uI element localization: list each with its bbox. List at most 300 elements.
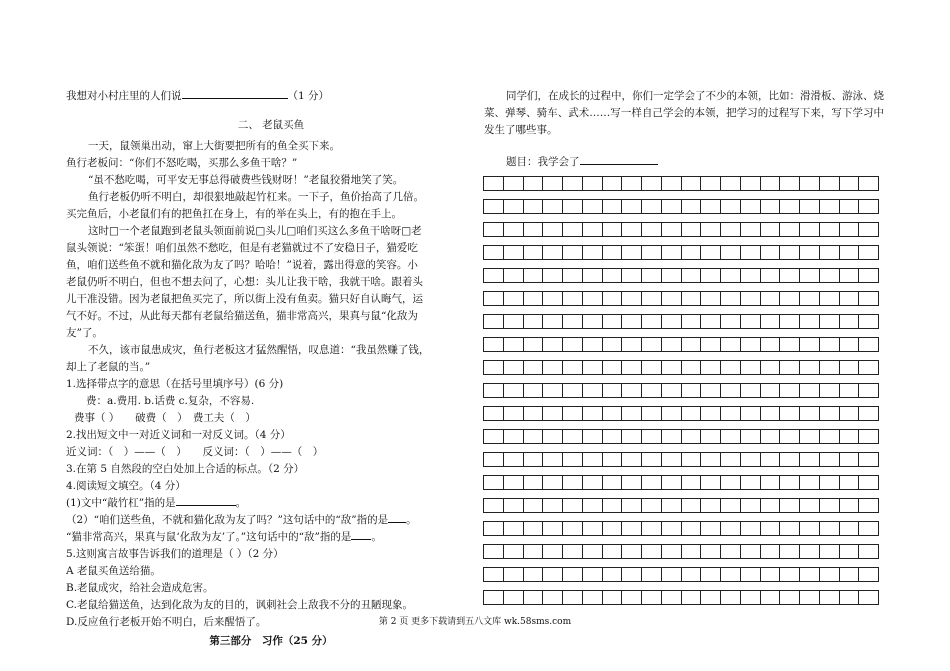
grid-cell[interactable] bbox=[720, 499, 740, 512]
grid-cell[interactable] bbox=[503, 545, 523, 558]
grid-cell[interactable] bbox=[839, 430, 859, 443]
grid-cell[interactable] bbox=[602, 338, 622, 351]
grid-cell[interactable] bbox=[681, 246, 701, 259]
grid-cell[interactable] bbox=[720, 430, 740, 443]
grid-cell[interactable] bbox=[858, 568, 879, 581]
grid-cell[interactable] bbox=[542, 499, 562, 512]
grid-cell[interactable] bbox=[720, 223, 740, 236]
grid-cell[interactable] bbox=[562, 453, 582, 466]
grid-cell[interactable] bbox=[641, 223, 661, 236]
grid-cell[interactable] bbox=[720, 476, 740, 489]
grid-cell[interactable] bbox=[661, 177, 681, 190]
grid-cell[interactable] bbox=[483, 200, 503, 213]
grid-cell[interactable] bbox=[681, 361, 701, 374]
grid-cell[interactable] bbox=[621, 499, 641, 512]
grid-cell[interactable] bbox=[681, 591, 701, 604]
grid-cell[interactable] bbox=[582, 246, 602, 259]
grid-cell[interactable] bbox=[839, 522, 859, 535]
grid-cell[interactable] bbox=[503, 568, 523, 581]
grid-cell[interactable] bbox=[641, 591, 661, 604]
grid-cell[interactable] bbox=[602, 361, 622, 374]
grid-cell[interactable] bbox=[819, 384, 839, 397]
grid-cell[interactable] bbox=[562, 223, 582, 236]
grid-cell[interactable] bbox=[602, 545, 622, 558]
grid-cell[interactable] bbox=[839, 361, 859, 374]
grid-cell[interactable] bbox=[799, 384, 819, 397]
grid-cell[interactable] bbox=[641, 315, 661, 328]
grid-cell[interactable] bbox=[503, 292, 523, 305]
grid-cell[interactable] bbox=[819, 292, 839, 305]
grid-cell[interactable] bbox=[779, 315, 799, 328]
grid-cell[interactable] bbox=[483, 430, 503, 443]
grid-cell[interactable] bbox=[760, 568, 780, 581]
grid-cell[interactable] bbox=[621, 246, 641, 259]
grid-cell[interactable] bbox=[661, 591, 681, 604]
grid-cell[interactable] bbox=[681, 223, 701, 236]
grid-cell[interactable] bbox=[760, 223, 780, 236]
grid-cell[interactable] bbox=[839, 591, 859, 604]
grid-cell[interactable] bbox=[681, 430, 701, 443]
grid-cell[interactable] bbox=[700, 476, 720, 489]
grid-cell[interactable] bbox=[503, 453, 523, 466]
grid-cell[interactable] bbox=[700, 453, 720, 466]
grid-cell[interactable] bbox=[700, 499, 720, 512]
grid-cell[interactable] bbox=[503, 246, 523, 259]
grid-cell[interactable] bbox=[562, 407, 582, 420]
grid-cell[interactable] bbox=[641, 292, 661, 305]
grid-cell[interactable] bbox=[641, 384, 661, 397]
grid-cell[interactable] bbox=[740, 568, 760, 581]
grid-cell[interactable] bbox=[681, 522, 701, 535]
grid-cell[interactable] bbox=[779, 223, 799, 236]
writing-grid[interactable] bbox=[483, 176, 879, 613]
grid-cell[interactable] bbox=[681, 200, 701, 213]
grid-cell[interactable] bbox=[483, 246, 503, 259]
grid-cell[interactable] bbox=[700, 545, 720, 558]
grid-cell[interactable] bbox=[740, 361, 760, 374]
grid-cell[interactable] bbox=[839, 453, 859, 466]
grid-cell[interactable] bbox=[483, 177, 503, 190]
grid-cell[interactable] bbox=[700, 338, 720, 351]
grid-cell[interactable] bbox=[483, 384, 503, 397]
grid-cell[interactable] bbox=[483, 499, 503, 512]
grid-cell[interactable] bbox=[819, 476, 839, 489]
grid-cell[interactable] bbox=[740, 246, 760, 259]
grid-cell[interactable] bbox=[621, 200, 641, 213]
grid-cell[interactable] bbox=[740, 292, 760, 305]
grid-cell[interactable] bbox=[681, 315, 701, 328]
grid-cell[interactable] bbox=[720, 338, 740, 351]
grid-cell[interactable] bbox=[582, 591, 602, 604]
grid-cell[interactable] bbox=[858, 522, 879, 535]
grid-cell[interactable] bbox=[661, 407, 681, 420]
grid-cell[interactable] bbox=[819, 361, 839, 374]
grid-cell[interactable] bbox=[621, 476, 641, 489]
grid-cell[interactable] bbox=[700, 361, 720, 374]
grid-cell[interactable] bbox=[602, 476, 622, 489]
grid-cell[interactable] bbox=[542, 476, 562, 489]
grid-cell[interactable] bbox=[760, 522, 780, 535]
grid-cell[interactable] bbox=[562, 522, 582, 535]
grid-cell[interactable] bbox=[582, 407, 602, 420]
grid-cell[interactable] bbox=[641, 246, 661, 259]
grid-cell[interactable] bbox=[819, 568, 839, 581]
grid-cell[interactable] bbox=[621, 591, 641, 604]
grid-cell[interactable] bbox=[661, 568, 681, 581]
grid-cell[interactable] bbox=[681, 177, 701, 190]
grid-cell[interactable] bbox=[760, 315, 780, 328]
grid-cell[interactable] bbox=[641, 407, 661, 420]
grid-cell[interactable] bbox=[542, 269, 562, 282]
grid-cell[interactable] bbox=[661, 269, 681, 282]
grid-cell[interactable] bbox=[483, 361, 503, 374]
grid-cell[interactable] bbox=[740, 200, 760, 213]
grid-cell[interactable] bbox=[523, 200, 543, 213]
grid-cell[interactable] bbox=[542, 568, 562, 581]
grid-cell[interactable] bbox=[661, 545, 681, 558]
grid-cell[interactable] bbox=[720, 246, 740, 259]
grid-cell[interactable] bbox=[700, 223, 720, 236]
grid-cell[interactable] bbox=[661, 338, 681, 351]
grid-cell[interactable] bbox=[562, 499, 582, 512]
grid-cell[interactable] bbox=[839, 568, 859, 581]
grid-cell[interactable] bbox=[681, 384, 701, 397]
grid-cell[interactable] bbox=[819, 223, 839, 236]
grid-cell[interactable] bbox=[740, 499, 760, 512]
intro-blank[interactable] bbox=[182, 98, 288, 99]
grid-cell[interactable] bbox=[483, 545, 503, 558]
grid-cell[interactable] bbox=[641, 269, 661, 282]
grid-cell[interactable] bbox=[621, 384, 641, 397]
grid-cell[interactable] bbox=[819, 200, 839, 213]
grid-cell[interactable] bbox=[760, 430, 780, 443]
grid-cell[interactable] bbox=[523, 269, 543, 282]
grid-cell[interactable] bbox=[779, 269, 799, 282]
grid-cell[interactable] bbox=[720, 453, 740, 466]
grid-cell[interactable] bbox=[858, 269, 879, 282]
grid-cell[interactable] bbox=[799, 568, 819, 581]
grid-cell[interactable] bbox=[839, 246, 859, 259]
grid-cell[interactable] bbox=[799, 338, 819, 351]
grid-cell[interactable] bbox=[542, 361, 562, 374]
grid-cell[interactable] bbox=[779, 384, 799, 397]
grid-cell[interactable] bbox=[621, 315, 641, 328]
grid-cell[interactable] bbox=[483, 269, 503, 282]
grid-cell[interactable] bbox=[483, 476, 503, 489]
grid-cell[interactable] bbox=[740, 223, 760, 236]
grid-cell[interactable] bbox=[562, 430, 582, 443]
grid-cell[interactable] bbox=[483, 568, 503, 581]
grid-cell[interactable] bbox=[661, 476, 681, 489]
grid-cell[interactable] bbox=[799, 200, 819, 213]
grid-cell[interactable] bbox=[503, 430, 523, 443]
grid-cell[interactable] bbox=[562, 269, 582, 282]
grid-cell[interactable] bbox=[542, 177, 562, 190]
grid-cell[interactable] bbox=[523, 384, 543, 397]
grid-cell[interactable] bbox=[582, 315, 602, 328]
grid-cell[interactable] bbox=[799, 407, 819, 420]
grid-cell[interactable] bbox=[760, 292, 780, 305]
grid-cell[interactable] bbox=[582, 177, 602, 190]
grid-cell[interactable] bbox=[602, 522, 622, 535]
grid-cell[interactable] bbox=[839, 223, 859, 236]
grid-cell[interactable] bbox=[483, 315, 503, 328]
grid-cell[interactable] bbox=[621, 430, 641, 443]
grid-cell[interactable] bbox=[483, 591, 503, 604]
grid-cell[interactable] bbox=[641, 568, 661, 581]
grid-cell[interactable] bbox=[700, 407, 720, 420]
grid-cell[interactable] bbox=[819, 545, 839, 558]
grid-cell[interactable] bbox=[819, 499, 839, 512]
grid-cell[interactable] bbox=[760, 361, 780, 374]
grid-cell[interactable] bbox=[700, 200, 720, 213]
grid-cell[interactable] bbox=[523, 476, 543, 489]
grid-cell[interactable] bbox=[858, 430, 879, 443]
grid-cell[interactable] bbox=[799, 430, 819, 443]
grid-cell[interactable] bbox=[740, 384, 760, 397]
grid-cell[interactable] bbox=[740, 315, 760, 328]
grid-cell[interactable] bbox=[819, 453, 839, 466]
grid-cell[interactable] bbox=[602, 315, 622, 328]
grid-cell[interactable] bbox=[760, 453, 780, 466]
grid-cell[interactable] bbox=[602, 269, 622, 282]
grid-cell[interactable] bbox=[740, 177, 760, 190]
grid-cell[interactable] bbox=[661, 361, 681, 374]
grid-cell[interactable] bbox=[740, 407, 760, 420]
grid-cell[interactable] bbox=[582, 430, 602, 443]
grid-cell[interactable] bbox=[582, 269, 602, 282]
grid-cell[interactable] bbox=[483, 292, 503, 305]
question-4-2-blank[interactable] bbox=[388, 522, 406, 523]
grid-cell[interactable] bbox=[819, 269, 839, 282]
grid-cell[interactable] bbox=[720, 177, 740, 190]
grid-cell[interactable] bbox=[661, 430, 681, 443]
grid-cell[interactable] bbox=[681, 269, 701, 282]
grid-cell[interactable] bbox=[839, 269, 859, 282]
grid-cell[interactable] bbox=[621, 453, 641, 466]
grid-cell[interactable] bbox=[602, 246, 622, 259]
grid-cell[interactable] bbox=[582, 545, 602, 558]
grid-cell[interactable] bbox=[839, 545, 859, 558]
grid-cell[interactable] bbox=[582, 292, 602, 305]
grid-cell[interactable] bbox=[819, 315, 839, 328]
grid-cell[interactable] bbox=[621, 568, 641, 581]
grid-cell[interactable] bbox=[720, 292, 740, 305]
grid-cell[interactable] bbox=[503, 384, 523, 397]
grid-cell[interactable] bbox=[542, 522, 562, 535]
grid-cell[interactable] bbox=[602, 200, 622, 213]
grid-cell[interactable] bbox=[523, 407, 543, 420]
grid-cell[interactable] bbox=[523, 315, 543, 328]
grid-cell[interactable] bbox=[621, 361, 641, 374]
grid-cell[interactable] bbox=[799, 292, 819, 305]
grid-cell[interactable] bbox=[542, 591, 562, 604]
grid-cell[interactable] bbox=[720, 591, 740, 604]
grid-cell[interactable] bbox=[503, 338, 523, 351]
grid-cell[interactable] bbox=[779, 200, 799, 213]
grid-cell[interactable] bbox=[799, 361, 819, 374]
grid-cell[interactable] bbox=[839, 292, 859, 305]
grid-cell[interactable] bbox=[740, 269, 760, 282]
grid-cell[interactable] bbox=[562, 568, 582, 581]
grid-cell[interactable] bbox=[523, 591, 543, 604]
grid-cell[interactable] bbox=[720, 269, 740, 282]
grid-cell[interactable] bbox=[523, 545, 543, 558]
grid-cell[interactable] bbox=[661, 499, 681, 512]
grid-cell[interactable] bbox=[582, 361, 602, 374]
grid-cell[interactable] bbox=[661, 315, 681, 328]
grid-cell[interactable] bbox=[523, 246, 543, 259]
grid-cell[interactable] bbox=[602, 292, 622, 305]
grid-cell[interactable] bbox=[799, 591, 819, 604]
grid-cell[interactable] bbox=[562, 545, 582, 558]
grid-cell[interactable] bbox=[760, 499, 780, 512]
grid-cell[interactable] bbox=[602, 177, 622, 190]
grid-cell[interactable] bbox=[779, 407, 799, 420]
grid-cell[interactable] bbox=[799, 246, 819, 259]
grid-cell[interactable] bbox=[681, 499, 701, 512]
grid-cell[interactable] bbox=[799, 269, 819, 282]
grid-cell[interactable] bbox=[641, 200, 661, 213]
grid-cell[interactable] bbox=[700, 430, 720, 443]
grid-cell[interactable] bbox=[740, 522, 760, 535]
grid-cell[interactable] bbox=[858, 591, 879, 604]
grid-cell[interactable] bbox=[760, 338, 780, 351]
grid-cell[interactable] bbox=[819, 246, 839, 259]
grid-cell[interactable] bbox=[858, 407, 879, 420]
grid-cell[interactable] bbox=[779, 361, 799, 374]
grid-cell[interactable] bbox=[483, 522, 503, 535]
grid-cell[interactable] bbox=[542, 407, 562, 420]
grid-cell[interactable] bbox=[681, 407, 701, 420]
grid-cell[interactable] bbox=[621, 522, 641, 535]
grid-cell[interactable] bbox=[839, 338, 859, 351]
grid-cell[interactable] bbox=[720, 361, 740, 374]
grid-cell[interactable] bbox=[681, 453, 701, 466]
grid-cell[interactable] bbox=[858, 384, 879, 397]
grid-cell[interactable] bbox=[858, 499, 879, 512]
grid-cell[interactable] bbox=[858, 476, 879, 489]
grid-cell[interactable] bbox=[799, 223, 819, 236]
grid-cell[interactable] bbox=[582, 338, 602, 351]
grid-cell[interactable] bbox=[503, 177, 523, 190]
grid-cell[interactable] bbox=[858, 223, 879, 236]
grid-cell[interactable] bbox=[562, 476, 582, 489]
grid-cell[interactable] bbox=[858, 338, 879, 351]
grid-cell[interactable] bbox=[700, 246, 720, 259]
grid-cell[interactable] bbox=[720, 315, 740, 328]
grid-cell[interactable] bbox=[483, 453, 503, 466]
grid-cell[interactable] bbox=[858, 246, 879, 259]
grid-cell[interactable] bbox=[503, 499, 523, 512]
grid-cell[interactable] bbox=[641, 361, 661, 374]
grid-cell[interactable] bbox=[562, 292, 582, 305]
grid-cell[interactable] bbox=[740, 476, 760, 489]
grid-cell[interactable] bbox=[819, 522, 839, 535]
grid-cell[interactable] bbox=[562, 315, 582, 328]
grid-cell[interactable] bbox=[681, 568, 701, 581]
grid-cell[interactable] bbox=[641, 499, 661, 512]
grid-cell[interactable] bbox=[641, 430, 661, 443]
grid-cell[interactable] bbox=[562, 591, 582, 604]
grid-cell[interactable] bbox=[602, 568, 622, 581]
grid-cell[interactable] bbox=[839, 384, 859, 397]
grid-cell[interactable] bbox=[503, 591, 523, 604]
grid-cell[interactable] bbox=[503, 476, 523, 489]
grid-cell[interactable] bbox=[503, 407, 523, 420]
grid-cell[interactable] bbox=[562, 338, 582, 351]
grid-cell[interactable] bbox=[542, 384, 562, 397]
grid-cell[interactable] bbox=[562, 246, 582, 259]
grid-cell[interactable] bbox=[483, 338, 503, 351]
grid-cell[interactable] bbox=[661, 384, 681, 397]
grid-cell[interactable] bbox=[542, 292, 562, 305]
grid-cell[interactable] bbox=[681, 476, 701, 489]
grid-cell[interactable] bbox=[760, 591, 780, 604]
grid-cell[interactable] bbox=[760, 384, 780, 397]
grid-cell[interactable] bbox=[562, 361, 582, 374]
grid-cell[interactable] bbox=[661, 522, 681, 535]
grid-cell[interactable] bbox=[858, 315, 879, 328]
grid-cell[interactable] bbox=[779, 522, 799, 535]
grid-cell[interactable] bbox=[602, 384, 622, 397]
grid-cell[interactable] bbox=[542, 430, 562, 443]
grid-cell[interactable] bbox=[700, 591, 720, 604]
grid-cell[interactable] bbox=[523, 453, 543, 466]
grid-cell[interactable] bbox=[700, 177, 720, 190]
grid-cell[interactable] bbox=[503, 200, 523, 213]
grid-cell[interactable] bbox=[503, 223, 523, 236]
grid-cell[interactable] bbox=[523, 292, 543, 305]
grid-cell[interactable] bbox=[523, 177, 543, 190]
grid-cell[interactable] bbox=[760, 407, 780, 420]
grid-cell[interactable] bbox=[779, 545, 799, 558]
grid-cell[interactable] bbox=[542, 453, 562, 466]
grid-cell[interactable] bbox=[779, 568, 799, 581]
grid-cell[interactable] bbox=[602, 453, 622, 466]
grid-cell[interactable] bbox=[641, 453, 661, 466]
grid-cell[interactable] bbox=[483, 223, 503, 236]
grid-cell[interactable] bbox=[740, 453, 760, 466]
grid-cell[interactable] bbox=[562, 200, 582, 213]
grid-cell[interactable] bbox=[621, 292, 641, 305]
grid-cell[interactable] bbox=[839, 200, 859, 213]
grid-cell[interactable] bbox=[621, 269, 641, 282]
grid-cell[interactable] bbox=[720, 407, 740, 420]
grid-cell[interactable] bbox=[661, 200, 681, 213]
grid-cell[interactable] bbox=[523, 499, 543, 512]
grid-cell[interactable] bbox=[760, 246, 780, 259]
grid-cell[interactable] bbox=[760, 545, 780, 558]
grid-cell[interactable] bbox=[641, 338, 661, 351]
grid-cell[interactable] bbox=[542, 200, 562, 213]
grid-cell[interactable] bbox=[621, 407, 641, 420]
grid-cell[interactable] bbox=[523, 338, 543, 351]
question-4-3-blank[interactable] bbox=[351, 539, 371, 540]
grid-cell[interactable] bbox=[740, 545, 760, 558]
grid-cell[interactable] bbox=[641, 476, 661, 489]
grid-cell[interactable] bbox=[760, 269, 780, 282]
grid-cell[interactable] bbox=[819, 591, 839, 604]
grid-cell[interactable] bbox=[602, 591, 622, 604]
grid-cell[interactable] bbox=[700, 315, 720, 328]
grid-cell[interactable] bbox=[779, 292, 799, 305]
grid-cell[interactable] bbox=[839, 476, 859, 489]
grid-cell[interactable] bbox=[661, 453, 681, 466]
grid-cell[interactable] bbox=[799, 499, 819, 512]
grid-cell[interactable] bbox=[700, 292, 720, 305]
grid-cell[interactable] bbox=[760, 177, 780, 190]
